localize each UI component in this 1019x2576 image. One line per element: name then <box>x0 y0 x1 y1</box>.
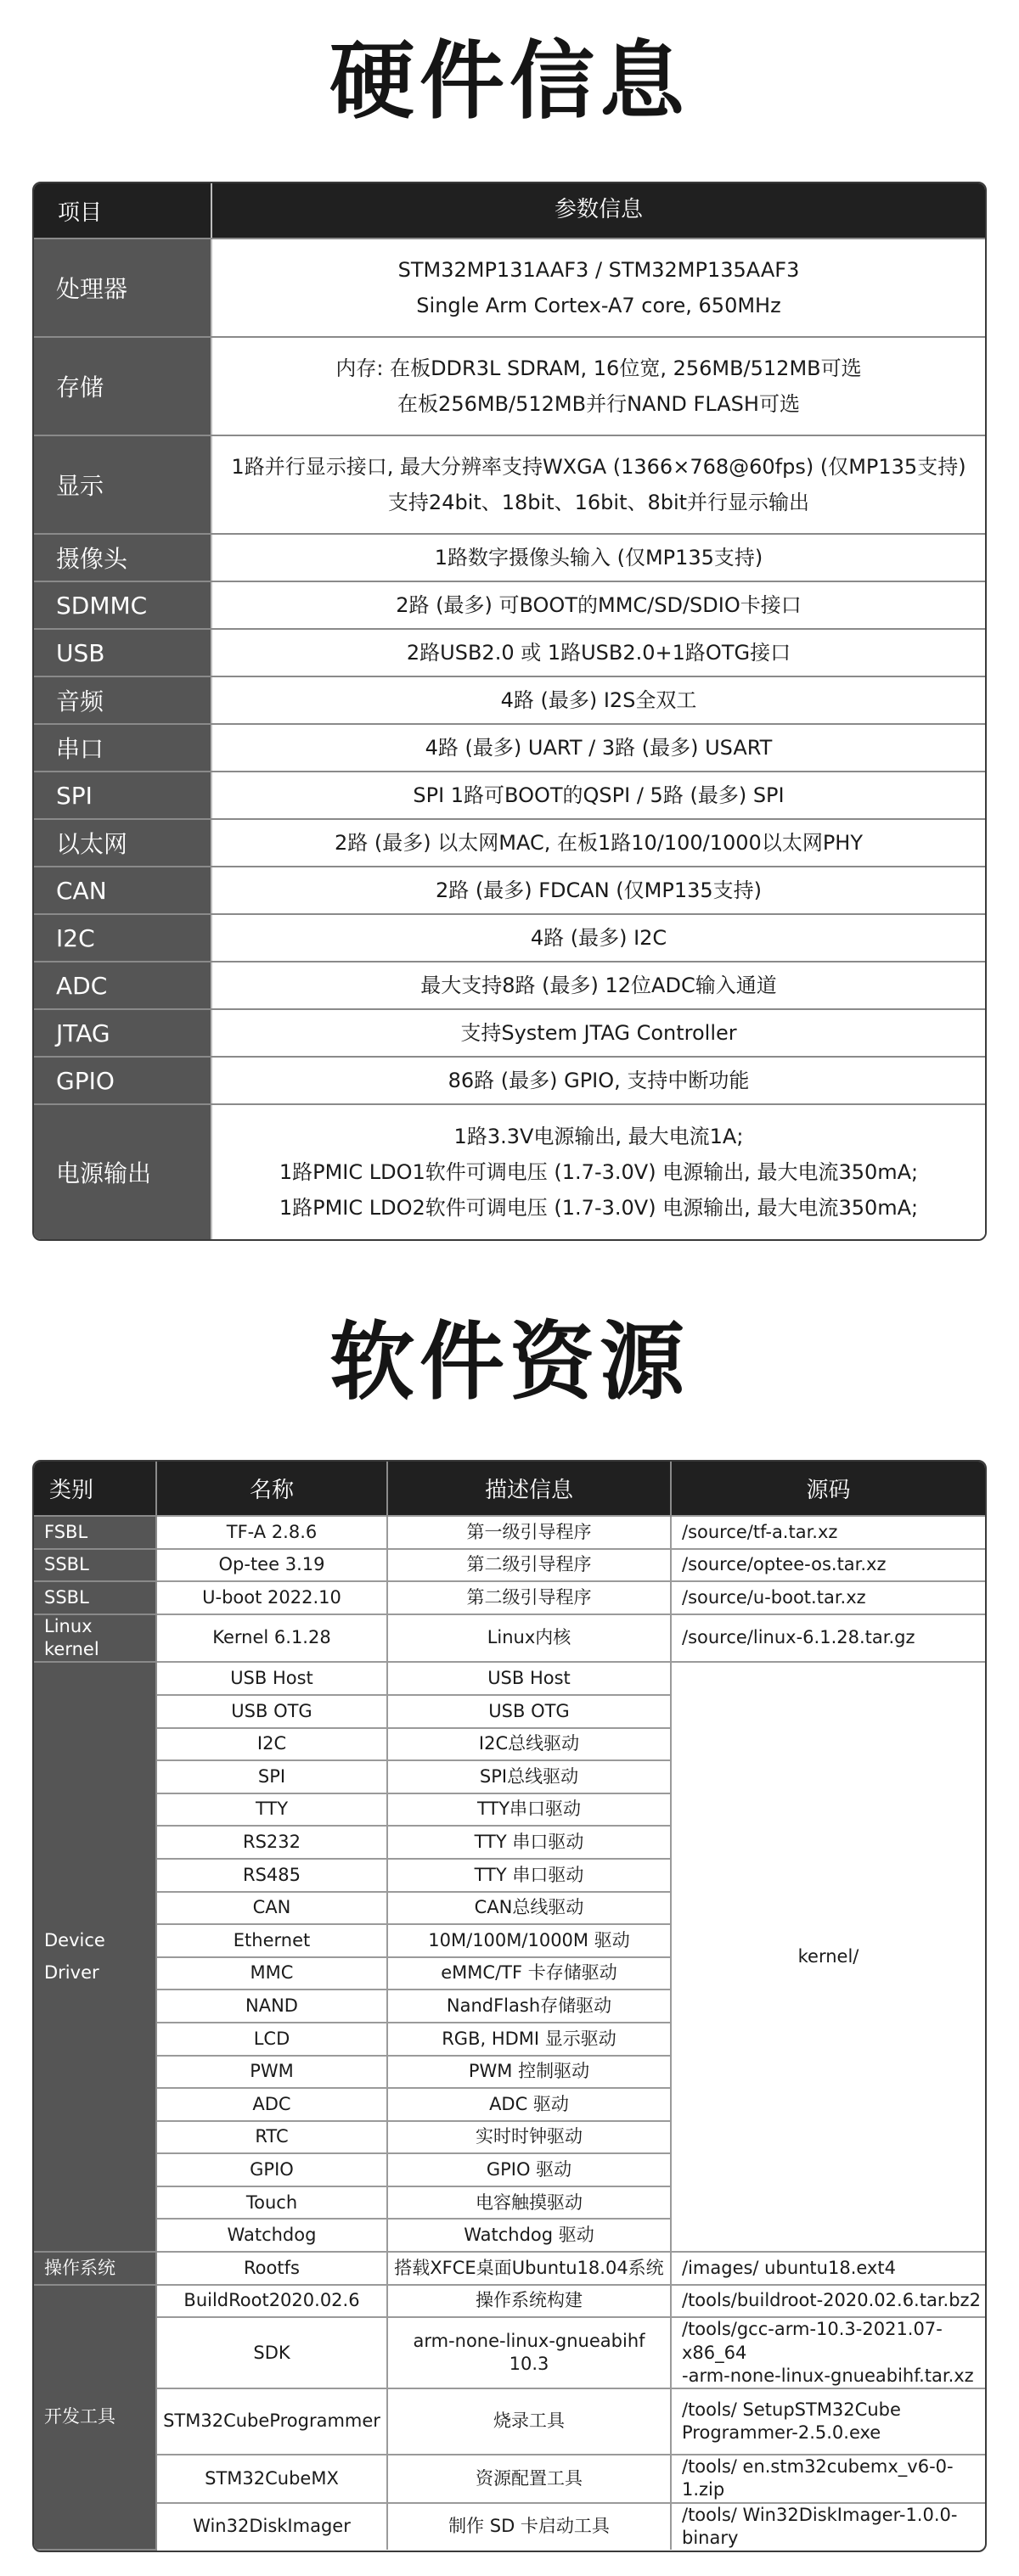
hardware-row-value <box>212 677 985 723</box>
driver-name: ADC <box>156 2088 387 2121</box>
driver-name: I2C <box>156 1728 387 1761</box>
software-table <box>32 1460 987 2552</box>
hardware-row <box>34 818 985 866</box>
hardware-row-key: ADC <box>34 962 212 1008</box>
hardware-value-line: 2路USB2.0 或 1路USB2.0+1路OTG接口 <box>406 641 791 665</box>
hardware-value-line: 86路 (最多) GPIO, 支持中断功能 <box>448 1069 750 1092</box>
driver-desc: GPIO 驱动 <box>387 2153 671 2186</box>
driver-desc: NandFlash存储驱动 <box>387 1990 671 2023</box>
hardware-value-line: SPI 1路可BOOT的QSPI / 5路 (最多) SPI <box>413 783 785 807</box>
hardware-row-value <box>212 820 985 866</box>
driver-name: CAN <box>156 1892 387 1925</box>
driver-category-line: Driver <box>44 1961 99 1983</box>
driver-desc: RGB, HDMI 显示驱动 <box>387 2023 671 2056</box>
tool-source <box>671 2317 985 2388</box>
hardware-row-value <box>212 535 985 581</box>
tool-source: /tools/ en.stm32cubemx_v6-0-1.zip <box>671 2455 985 2503</box>
hardware-row-value <box>212 436 985 533</box>
header-info: 参数信息 <box>212 183 985 238</box>
header-item: 项目 <box>34 183 212 238</box>
software-row <box>34 1516 985 1549</box>
software-desc: 第二级引导程序 <box>387 1581 671 1614</box>
hardware-value-line: 2路 (最多) 以太网MAC, 在板1路10/100/1000以太网PHY <box>334 831 864 855</box>
hardware-value-line: 1路3.3V电源输出, 最大电流1A; <box>453 1125 744 1148</box>
tool-desc: 操作系统构建 <box>387 2285 671 2318</box>
tool-desc: arm-none-linux-gnueabihf 10.3 <box>387 2317 671 2388</box>
hardware-row <box>34 723 985 771</box>
hardware-row-key: 电源输出 <box>34 1105 212 1239</box>
software-category: FSBL <box>34 1516 156 1549</box>
driver-name: NAND <box>156 1990 387 2023</box>
driver-desc: USB OTG <box>387 1695 671 1728</box>
software-source: /source/optee-os.tar.xz <box>671 1549 985 1582</box>
tool-source-line: Programmer-2.5.0.exe <box>682 2422 881 2444</box>
hardware-value-line: 支持24bit、18bit、16bit、8bit并行显示输出 <box>387 491 810 514</box>
driver-desc: SPI总线驱动 <box>387 1760 671 1793</box>
tool-row <box>34 2285 985 2318</box>
hardware-value-line: 4路 (最多) I2S全双工 <box>500 688 697 712</box>
driver-name: Touch <box>156 2186 387 2220</box>
hardware-row <box>34 533 985 581</box>
software-category: Linux kernel <box>34 1614 156 1663</box>
software-category: 操作系统 <box>34 2252 156 2285</box>
software-header-row <box>34 1462 985 1516</box>
driver-name: TTY <box>156 1793 387 1827</box>
software-category: SSBL <box>34 1581 156 1614</box>
tool-desc: 制作 SD 卡启动工具 <box>387 2503 671 2551</box>
driver-desc: 电容触摸驱动 <box>387 2186 671 2220</box>
hardware-row-key: GPIO <box>34 1058 212 1103</box>
hardware-value-line: 在板256MB/512MB并行NAND FLASH可选 <box>397 392 800 416</box>
tool-row <box>34 2455 985 2503</box>
tool-name: STM32CubeMX <box>156 2455 387 2503</box>
driver-name: PWM <box>156 2056 387 2089</box>
tool-desc: 资源配置工具 <box>387 2455 671 2503</box>
header-source: 源码 <box>671 1462 985 1516</box>
software-category: SSBL <box>34 1549 156 1582</box>
software-source: /images/ ubuntu18.ext4 <box>671 2252 985 2285</box>
driver-name: MMC <box>156 1957 387 1990</box>
software-desc: 搭载XFCE桌面Ubuntu18.04系统 <box>387 2252 671 2285</box>
driver-row <box>34 1662 985 1695</box>
tool-row <box>34 2317 985 2388</box>
software-name: TF-A 2.8.6 <box>156 1516 387 1549</box>
software-title: 软件资源 <box>329 1312 690 1411</box>
driver-desc: ADC 驱动 <box>387 2088 671 2121</box>
driver-desc: TTY串口驱动 <box>387 1793 671 1827</box>
hardware-value-line: Single Arm Cortex-A7 core, 650MHz <box>416 294 781 317</box>
hardware-value-line: 支持System JTAG Controller <box>460 1021 737 1045</box>
hardware-table <box>32 182 987 1241</box>
driver-desc: PWM 控制驱动 <box>387 2056 671 2089</box>
hardware-value-line: 最大支持8路 (最多) 12位ADC输入通道 <box>420 974 777 997</box>
hardware-row-value <box>212 915 985 961</box>
tool-source-line: /tools/ SetupSTM32Cube <box>682 2399 901 2420</box>
software-category <box>34 1662 156 2252</box>
tool-name: BuildRoot2020.02.6 <box>156 2285 387 2318</box>
tool-name: Win32DiskImager <box>156 2503 387 2551</box>
driver-name: GPIO <box>156 2153 387 2186</box>
hardware-row-key: SDMMC <box>34 582 212 628</box>
driver-desc: 10M/100M/1000M 驱动 <box>387 1924 671 1957</box>
hardware-row <box>34 771 985 818</box>
hardware-value-line: 2路 (最多) FDCAN (仅MP135支持) <box>435 878 762 902</box>
driver-name: LCD <box>156 2023 387 2056</box>
driver-name: SPI <box>156 1760 387 1793</box>
hardware-row <box>34 913 985 961</box>
hardware-row <box>34 866 985 913</box>
tool-name: STM32CubeProgrammer <box>156 2388 387 2455</box>
tool-desc: 烧录工具 <box>387 2388 671 2455</box>
hardware-row-value <box>212 582 985 628</box>
hardware-row <box>34 581 985 628</box>
hardware-row-key: JTAG <box>34 1010 212 1056</box>
hardware-value-line: 1路并行显示接口, 最大分辨率支持WXGA (1366×768@60fps) (仅MP135支持) <box>231 455 966 479</box>
hardware-row-value <box>212 338 985 435</box>
hardware-row <box>34 238 985 336</box>
driver-desc: Watchdog 驱动 <box>387 2219 671 2252</box>
hardware-title: 硬件信息 <box>329 31 690 131</box>
hardware-row <box>34 1103 985 1239</box>
driver-source: kernel/ <box>671 1662 985 2252</box>
hardware-value-line: 1路PMIC LDO2软件可调电压 (1.7-3.0V) 电源输出, 最大电流350mA; <box>279 1196 919 1220</box>
hardware-value-line: 1路PMIC LDO1软件可调电压 (1.7-3.0V) 电源输出, 最大电流350mA; <box>279 1160 919 1184</box>
hardware-row <box>34 628 985 676</box>
hardware-row-value <box>212 962 985 1008</box>
software-name: Kernel 6.1.28 <box>156 1614 387 1663</box>
driver-name: RTC <box>156 2121 387 2154</box>
hardware-row <box>34 961 985 1008</box>
hardware-row-value <box>212 725 985 771</box>
hardware-row-value <box>212 772 985 818</box>
hardware-row-value <box>212 239 985 336</box>
software-desc: 第一级引导程序 <box>387 1516 671 1549</box>
driver-desc: eMMC/TF 卡存储驱动 <box>387 1957 671 1990</box>
driver-desc: 实时时钟驱动 <box>387 2121 671 2154</box>
hardware-row-key: USB <box>34 630 212 676</box>
hardware-row-key: 串口 <box>34 725 212 771</box>
hardware-row-key: CAN <box>34 867 212 913</box>
driver-desc: I2C总线驱动 <box>387 1728 671 1761</box>
hardware-row-key: 处理器 <box>34 239 212 336</box>
software-source: /source/linux-6.1.28.tar.gz <box>671 1614 985 1663</box>
os-row <box>34 2252 985 2285</box>
hardware-value-line: 4路 (最多) UART / 3路 (最多) USART <box>425 736 773 760</box>
hardware-row <box>34 1056 985 1103</box>
hardware-header-row <box>34 183 985 238</box>
hardware-row-value <box>212 1058 985 1103</box>
hardware-value-line: 4路 (最多) I2C <box>530 926 667 950</box>
hardware-row-key: SPI <box>34 772 212 818</box>
driver-desc: TTY 串口驱动 <box>387 1859 671 1892</box>
software-name: U-boot 2022.10 <box>156 1581 387 1614</box>
software-desc: Linux内核 <box>387 1614 671 1663</box>
header-category: 类别 <box>34 1462 156 1516</box>
hardware-value-line: 2路 (最多) 可BOOT的MMC/SD/SDIO卡接口 <box>396 593 802 617</box>
hardware-row <box>34 1008 985 1056</box>
driver-name: RS485 <box>156 1859 387 1892</box>
software-source: /source/tf-a.tar.xz <box>671 1516 985 1549</box>
hardware-value-line: STM32MP131AAF3 / STM32MP135AAF3 <box>397 258 800 282</box>
tool-name: SDK <box>156 2317 387 2388</box>
software-row <box>34 1581 985 1614</box>
hardware-row-value <box>212 1010 985 1056</box>
hardware-row-key: 摄像头 <box>34 535 212 581</box>
tool-source: /tools/ Win32DiskImager-1.0.0-binary <box>671 2503 985 2551</box>
software-row <box>34 1549 985 1582</box>
tool-source: /tools/buildroot-2020.02.6.tar.bz2 <box>671 2285 985 2318</box>
hardware-row-value <box>212 867 985 913</box>
driver-desc: CAN总线驱动 <box>387 1892 671 1925</box>
driver-name: Ethernet <box>156 1924 387 1957</box>
driver-name: USB OTG <box>156 1695 387 1728</box>
tool-source-line: -arm-none-linux-gnueabihf.tar.xz <box>682 2365 974 2386</box>
driver-desc: TTY 串口驱动 <box>387 1826 671 1859</box>
hardware-row-value <box>212 1105 985 1239</box>
software-name: Op-tee 3.19 <box>156 1549 387 1582</box>
driver-name: Watchdog <box>156 2219 387 2252</box>
driver-name: USB Host <box>156 1662 387 1695</box>
tool-source-line: /tools/gcc-arm-10.3-2021.07-x86_64 <box>682 2319 943 2363</box>
hardware-row-key: I2C <box>34 915 212 961</box>
driver-name: RS232 <box>156 1826 387 1859</box>
software-category: 开发工具 <box>34 2285 156 2551</box>
tool-row <box>34 2388 985 2455</box>
header-name: 名称 <box>156 1462 387 1516</box>
hardware-row-key: 显示 <box>34 436 212 533</box>
hardware-row <box>34 336 985 435</box>
software-source: /source/u-boot.tar.xz <box>671 1581 985 1614</box>
hardware-row <box>34 676 985 723</box>
hardware-row <box>34 435 985 533</box>
hardware-row-key: 存储 <box>34 338 212 435</box>
software-desc: 第二级引导程序 <box>387 1549 671 1582</box>
tool-row <box>34 2503 985 2551</box>
software-row <box>34 1614 985 1663</box>
hardware-row-key: 以太网 <box>34 820 212 866</box>
hardware-row-value <box>212 630 985 676</box>
driver-desc: USB Host <box>387 1662 671 1695</box>
hardware-value-line: 1路数字摄像头输入 (仅MP135支持) <box>434 546 763 570</box>
tool-source <box>671 2388 985 2455</box>
driver-category-line: Device <box>44 1929 105 1950</box>
header-desc: 描述信息 <box>387 1462 671 1516</box>
hardware-value-line: 内存: 在板DDR3L SDRAM, 16位宽, 256MB/512MB可选 <box>335 356 862 380</box>
software-name: Rootfs <box>156 2252 387 2285</box>
hardware-row-key: 音频 <box>34 677 212 723</box>
